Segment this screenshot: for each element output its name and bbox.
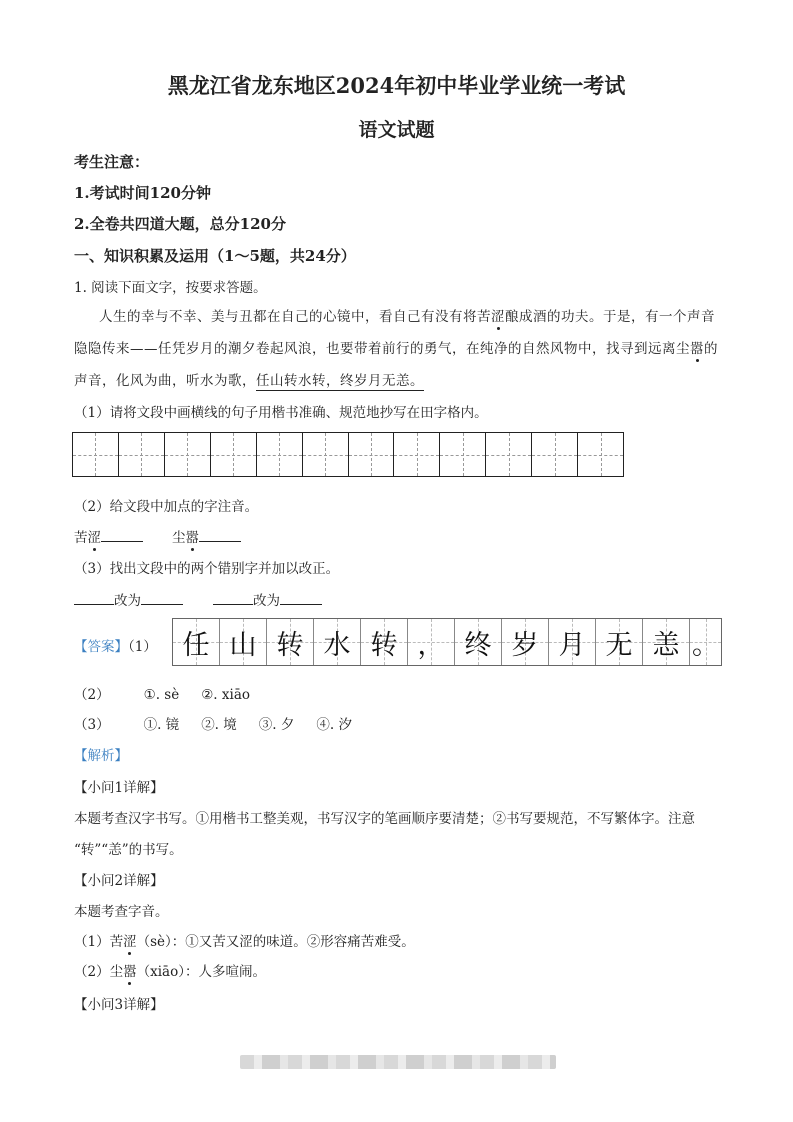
analysis-q2-line-1: （1）苦涩（sè）：①又苦又涩的味道。②形容痛苦难受。 [74,934,415,950]
pinyin-blank-1: 苦涩 [74,526,143,546]
analysis-q1-text-1: 本题考查汉字书写。①用楷书工整美观，书写汉字的笔画顺序要清楚；②书写要规范，不写繁体字。注意 [74,811,695,827]
answer-2-line: （2） ①. sè ②. xiāo [74,687,250,703]
grid-cell[interactable] [303,433,349,476]
blurred-footer-watermark [240,1055,556,1069]
analysis-label: 【解析】 [74,748,128,764]
passage-line-2: 隐隐传来——任凭岁月的潮夕卷起风浪，也要带着前行的勇气，在纯净的自然风物中，找寻到远离尘嚣的 [74,341,718,357]
section-heading: 一、知识积累及运用（1～5题，共24分） [74,247,356,265]
exam-subtitle: 语文试题 [358,119,435,141]
correction-blank-1: 改为 [74,589,183,609]
dotted-char-xiao: 嚣 [690,341,704,357]
answer-blank[interactable] [199,529,241,542]
answer-grid [172,618,722,666]
answer-char: 任 [173,619,220,665]
underlined-sentence: 任山转水转，终岁月无恙。 [256,373,424,389]
answer-3-line: （3） ①. 镜 ②. 境 ③. 夕 ④. 汐 [74,717,352,733]
analysis-q1-heading: 【小问1详解】 [74,780,164,796]
grid-cell[interactable] [578,433,623,476]
pinyin-blank-2: 尘嚣 [172,526,241,546]
analysis-q2-heading: 【小问2详解】 [74,873,164,889]
answer-blank[interactable] [280,592,322,605]
answer-char: 。 [690,619,721,665]
notice-heading: 考生注意： [74,153,150,171]
analysis-q3-heading: 【小问3详解】 [74,997,164,1013]
answer-char: 月 [549,619,596,665]
analysis-q2-text: 本题考查字音。 [74,904,169,920]
grid-cell[interactable] [211,433,257,476]
grid-cell[interactable] [165,433,211,476]
answer-char: 转 [267,619,314,665]
answer-blank[interactable] [213,592,253,605]
sub-question-2: （2）给文段中加点的字注音。 [74,499,259,515]
grid-cell[interactable] [486,433,532,476]
answer-blank[interactable] [141,592,183,605]
question-1-prompt: 1. 阅读下面文字，按要求答题。 [74,280,267,296]
answer-blank[interactable] [74,592,114,605]
grid-cell[interactable] [257,433,303,476]
grid-cell[interactable] [119,433,165,476]
sub-question-1: （1）请将文段中画横线的句子用楷书准确、规范地抄写在田字格内。 [74,405,488,421]
answer-label-line: 【答案】（1） [74,639,157,655]
answer-char: 水 [314,619,361,665]
grid-cell[interactable] [349,433,395,476]
tianzige-grid[interactable] [72,432,624,477]
answer-char: 岁 [502,619,549,665]
answer-char: 山 [220,619,267,665]
answer-char: 终 [455,619,502,665]
grid-cell[interactable] [532,433,578,476]
answer-char: 恙 [643,619,690,665]
passage-line-3: 声音，化风为曲，听水为歌，任山转水转，终岁月无恙。 [74,373,424,389]
answer-blank[interactable] [101,529,143,542]
exam-title: 黑龙江省龙东地区2024年初中毕业学业统一考试 [167,73,626,98]
dotted-char-se: 涩 [491,309,505,325]
notice-item-2: 2.全卷共四道大题，总分120分 [74,215,286,233]
answer-char: 转 [361,619,408,665]
answer-label: 【答案】 [74,639,128,655]
sub-question-3: （3）找出文段中的两个错别字并加以改正。 [74,561,340,577]
notice-item-1: 1.考试时间120分钟 [74,184,211,202]
answer-char: ， [408,619,455,665]
grid-cell[interactable] [73,433,119,476]
grid-cell[interactable] [394,433,440,476]
analysis-q1-text-2: “转”“恙”的书写。 [74,842,183,858]
passage-line-1: 人生的幸与不幸、美与丑都在自己的心镜中，看自己有没有将苦涩酿成酒的功夫。于是，有一个声音 [99,309,715,325]
correction-blank-2: 改为 [213,589,322,609]
analysis-q2-line-2: （2）尘嚣（xiāo）：人多喧闹。 [74,964,266,980]
grid-cell[interactable] [440,433,486,476]
answer-char: 无 [596,619,643,665]
